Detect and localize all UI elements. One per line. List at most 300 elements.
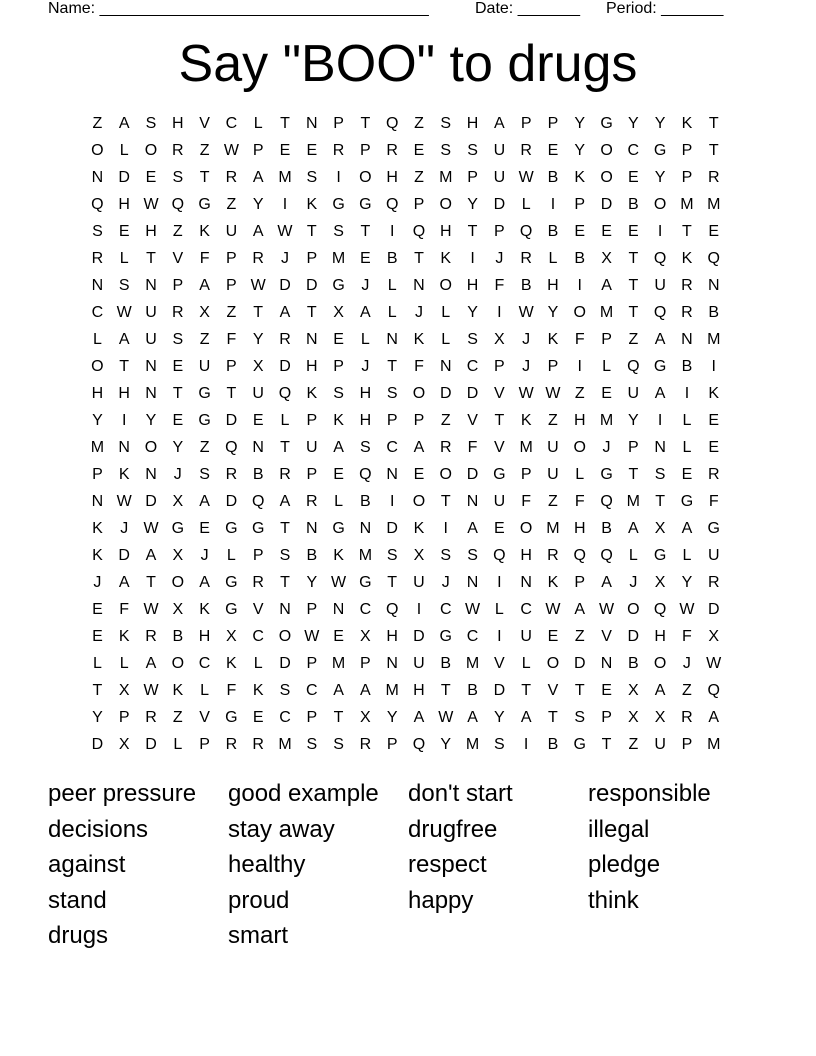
grid-letter: C [305,682,318,699]
grid-letter: Z [548,493,558,510]
grid-letter: M [626,493,640,510]
grid-letter: N [145,466,157,483]
word-bank-item: think [588,886,639,914]
grid-letter: M [707,331,721,348]
grid-letter: U [225,223,238,240]
grid-letter: O [627,601,640,618]
grid-letter: J [173,466,182,483]
grid-letter: K [333,412,344,429]
grid-letter: Q [519,223,533,240]
grid-letter: I [657,412,663,429]
grid-letter: A [654,331,666,348]
grid-letter: S [306,169,318,186]
grid-row [84,193,727,220]
grid-letter: H [520,547,532,564]
grid-letter: G [600,466,613,483]
grid-letter: T [628,466,639,483]
grid-letter: B [440,655,452,672]
grid-row [84,355,727,382]
grid-letter: T [306,223,317,240]
grid-letter: K [252,682,264,699]
grid-letter: H [118,385,130,402]
grid-letter: N [145,385,157,402]
grid-letter: H [654,628,666,645]
grid-letter: M [707,196,721,213]
grid-letter: O [439,466,452,483]
grid-letter: A [333,439,344,456]
grid-letter: Z [414,115,424,132]
grid-row [84,625,727,652]
grid-letter: V [199,709,210,726]
grid-letter: P [494,358,505,375]
grid-letter: K [520,412,532,429]
grid-letter: E [494,520,505,537]
grid-letter: K [574,169,586,186]
grid-letter: Q [171,196,185,213]
grid-letter: O [439,196,452,213]
grid-letter: H [305,358,318,375]
grid-letter: U [145,331,157,348]
grid-letter: Z [172,709,183,726]
grid-letter: A [360,304,371,321]
grid-letter: B [628,196,639,213]
grid-letter: H [466,277,479,294]
grid-letter: Q [412,223,426,240]
grid-letter: B [628,655,639,672]
grid-letter: P [199,736,210,753]
grid-letter: C [279,709,291,726]
grid-letter: I [577,358,582,375]
grid-letter: J [280,250,289,267]
grid-letter: Y [467,304,478,321]
grid-letter: X [360,709,371,726]
grid-letter: W [116,493,132,510]
grid-letter: D [386,520,398,537]
grid-letter: M [546,520,560,537]
grid-letter: T [387,574,398,591]
grid-letter: M [465,736,480,753]
grid-letter: Q [653,304,667,321]
grid-letter: W [518,304,534,321]
grid-letter: G [251,520,265,537]
grid-letter: N [279,601,291,618]
grid-letter: P [172,277,184,294]
grid-letter: E [574,223,586,240]
grid-letter: D [493,682,506,699]
grid-letter: N [386,655,398,672]
grid-letter: H [386,628,398,645]
grid-letter: P [386,736,398,753]
grid-letter: A [601,574,612,591]
grid-letter: G [439,628,452,645]
grid-letter: C [439,601,452,618]
grid-letter: G [573,736,586,753]
grid-letter: L [682,439,692,456]
grid-letter: Y [252,331,264,348]
grid-letter: S [279,547,291,564]
grid-letter: D [627,628,640,645]
grid-letter: T [521,682,532,699]
grid-letter: S [145,115,157,132]
grid-letter: L [521,196,531,213]
grid-letter: G [332,520,345,537]
grid-letter: M [331,250,346,267]
grid-letter: E [413,466,425,483]
grid-letter: K [226,655,237,672]
grid-letter: A [654,385,666,402]
grid-letter: E [252,709,264,726]
grid-letter: S [306,736,318,753]
grid-letter: Y [386,709,398,726]
grid-letter: L [387,304,397,321]
grid-letter: H [91,385,104,402]
grid-letter: T [440,682,451,699]
grid-letter: I [470,250,475,267]
grid-letter: S [333,385,344,402]
grid-letter: O [144,142,158,159]
grid-letter: R [547,547,559,564]
grid-letter: A [467,520,478,537]
grid-letter: Q [385,601,399,618]
grid-row [84,382,727,409]
grid-row [84,679,727,706]
grid-letter: P [360,142,371,159]
grid-letter: N [359,520,372,537]
word-bank-item: good example [228,780,379,807]
grid-letter: F [682,628,692,645]
grid-letter: J [522,331,531,348]
grid-letter: E [708,412,720,429]
grid-letter: C [466,628,479,645]
word-bank-item: against [48,851,126,878]
grid-letter: C [198,655,211,672]
grid-letter: T [440,493,451,510]
grid-letter: U [145,304,157,321]
grid-letter: A [601,277,612,294]
grid-letter: I [577,277,582,294]
grid-letter: T [574,682,585,699]
grid-letter: G [198,412,211,429]
grid-letter: H [145,223,157,240]
grid-letter: B [520,277,532,294]
grid-letter: L [628,547,638,564]
grid-letter: E [252,412,264,429]
grid-letter: G [653,358,667,375]
grid-letter: E [172,358,184,375]
grid-letter: S [118,277,130,294]
grid-letter: S [360,439,371,456]
grid-letter: I [336,169,341,186]
grid-letter: A [145,655,157,672]
grid-letter: P [520,466,532,483]
grid-letter: U [547,466,559,483]
grid-letter: D [707,601,720,618]
grid-letter: J [93,574,102,591]
grid-letter: O [171,655,185,672]
grid-letter: L [119,142,129,159]
grid-letter: T [628,277,639,294]
grid-letter: N [305,520,318,537]
grid-letter: R [279,331,291,348]
grid-letter: P [306,250,318,267]
grid-letter: R [681,709,693,726]
grid-letter: B [252,466,264,483]
grid-letter: Z [226,196,237,213]
grid-letter: P [306,709,318,726]
grid-letter: E [172,412,184,429]
word-bank-item: don't start [408,780,513,807]
grid-letter: C [225,115,238,132]
grid-letter: Z [199,439,210,456]
grid-letter: A [574,601,586,618]
grid-letter: A [654,682,666,699]
grid-row [84,220,727,247]
grid-letter: N [707,277,720,294]
grid-letter: T [146,574,156,591]
grid-letter: O [412,493,426,510]
grid-letter: U [520,628,532,645]
grid-row [84,571,727,598]
grid-letter: K [413,520,425,537]
grid-letter: M [331,655,346,672]
grid-letter: Z [414,169,424,186]
grid-letter: L [441,331,451,348]
grid-letter: W [223,142,239,159]
grid-letter: V [494,655,505,672]
grid-letter: S [199,466,210,483]
grid-letter: S [574,709,586,726]
grid-letter: A [413,439,425,456]
grid-letter: T [92,682,103,699]
grid-letter: T [226,385,237,402]
grid-letter: C [252,628,264,645]
grid-letter: A [708,709,720,726]
grid-letter: Q [225,439,238,456]
grid-letter: R [520,142,532,159]
grid-letter: B [386,250,398,267]
grid-letter: X [360,628,371,645]
grid-letter: B [547,736,559,753]
grid-letter: P [574,574,586,591]
grid-letter: G [359,574,372,591]
grid-letter: M [707,736,721,753]
grid-letter: A [279,304,291,321]
grid-letter: Y [681,574,693,591]
grid-letter: G [171,520,185,537]
grid-letter: I [443,520,448,537]
grid-letter: L [253,655,263,672]
grid-letter: I [523,736,529,753]
grid-letter: D [279,655,291,672]
grid-letter: X [413,547,425,564]
grid-letter: T [280,574,290,591]
grid-letter: N [118,439,130,456]
grid-letter: A [199,277,210,294]
grid-letter: R [172,142,184,159]
grid-letter: B [306,547,318,564]
grid-letter: H [198,628,211,645]
grid-letter: R [172,304,184,321]
grid-letter: R [305,493,318,510]
grid-letter: F [467,439,478,456]
grid-letter: F [708,493,719,510]
grid-letter: E [601,385,612,402]
grid-letter: N [91,277,104,294]
grid-letter: C [359,601,372,618]
grid-letter: Q [278,385,292,402]
grid-letter: B [360,493,371,510]
grid-letter: P [547,115,559,132]
grid-letter: Y [654,115,666,132]
grid-letter: S [494,736,505,753]
grid-letter: M [439,169,453,186]
grid-letter: T [333,709,344,726]
grid-letter: V [494,385,505,402]
grid-letter: T [548,709,558,726]
grid-letter: T [414,250,424,267]
grid-letter: H [547,277,559,294]
grid-letter: H [386,169,398,186]
grid-letter: R [145,709,157,726]
grid-letter: A [118,331,130,348]
grid-letter: E [92,628,103,645]
grid-letter: Z [92,115,103,132]
grid-letter: L [280,412,290,429]
grid-letter: I [497,304,502,321]
grid-letter: R [225,466,238,483]
grid-letter: K [306,196,318,213]
grid-letter: Z [628,736,639,753]
grid-letter: P [413,412,425,429]
grid-letter: H [466,115,479,132]
word-bank-item: responsible [588,780,711,807]
grid-letter: Z [682,682,692,699]
grid-letter: P [92,466,103,483]
grid-letter: W [679,601,695,618]
grid-letter: E [601,223,612,240]
grid-row [84,463,727,490]
grid-letter: I [497,628,502,645]
grid-letter: L [119,655,129,672]
grid-letter: X [708,628,720,645]
grid-letter: H [573,412,586,429]
grid-letter: P [333,358,344,375]
grid-letter: M [278,736,292,753]
grid-letter: Y [628,412,639,429]
grid-letter: I [416,601,422,618]
grid-letter: W [598,601,615,618]
grid-letter: W [143,520,159,537]
grid-letter: N [466,493,479,510]
grid-letter: P [467,169,478,186]
grid-letter: D [145,493,157,510]
grid-letter: E [360,250,371,267]
grid-letter: E [601,682,612,699]
grid-letter: K [199,223,210,240]
grid-letter: E [681,466,693,483]
grid-letter: X [118,736,130,753]
grid-letter: E [628,223,639,240]
grid-letter: E [333,331,344,348]
grid-letter: T [280,520,290,537]
grid-letter: O [412,385,426,402]
grid-letter: G [225,574,238,591]
grid-letter: P [386,412,398,429]
grid-letter: T [199,169,210,186]
grid-letter: A [360,682,371,699]
grid-letter: J [682,655,691,672]
grid-letter: R [252,574,264,591]
grid-letter: R [145,628,157,645]
grid-letter: T [306,304,317,321]
grid-letter: O [600,169,613,186]
grid-letter: R [681,304,693,321]
grid-letter: O [359,169,372,186]
grid-letter: A [413,709,425,726]
grid-letter: D [118,169,130,186]
grid-letter: N [466,574,479,591]
grid-letter: W [438,709,454,726]
grid-letter: T [119,358,130,375]
grid-letter: J [120,520,129,537]
grid-letter: Q [600,547,613,564]
grid-letter: K [199,601,210,618]
grid-letter: I [657,223,663,240]
grid-letter: I [711,358,716,375]
grid-letter: G [225,601,238,618]
grid-letter: E [118,223,130,240]
grid-letter: S [440,142,452,159]
grid-row [84,166,727,193]
grid-letter: O [546,655,560,672]
grid-letter: A [494,115,505,132]
grid-letter: B [547,169,559,186]
grid-letter: V [199,115,210,132]
grid-letter: M [90,439,105,456]
grid-letter: W [706,655,722,672]
grid-letter: V [547,682,559,699]
grid-letter: V [467,412,478,429]
grid-row [84,490,727,517]
grid-letter: E [333,628,344,645]
grid-letter: M [680,196,694,213]
grid-letter: Y [467,196,478,213]
grid-letter: X [494,331,505,348]
grid-letter: T [655,493,666,510]
grid-letter: X [654,520,666,537]
grid-row [84,409,727,436]
grid-letter: X [118,682,130,699]
grid-letter: Q [707,682,720,699]
grid-letter: Z [199,331,210,348]
grid-letter: Z [574,628,585,645]
grid-letter: N [332,601,345,618]
grid-letter: G [359,196,372,213]
grid-letter: P [601,709,612,726]
grid-letter: O [573,439,586,456]
grid-letter: S [440,115,452,132]
grid-letter: W [518,385,534,402]
grid-letter: Q [653,250,667,267]
grid-letter: T [360,223,371,240]
grid-letter: N [145,277,157,294]
grid-letter: L [387,277,397,294]
grid-letter: A [118,574,130,591]
grid-letter: T [708,142,719,159]
grid-letter: Y [252,196,264,213]
grid-letter: L [602,358,611,375]
grid-letter: Z [628,331,639,348]
